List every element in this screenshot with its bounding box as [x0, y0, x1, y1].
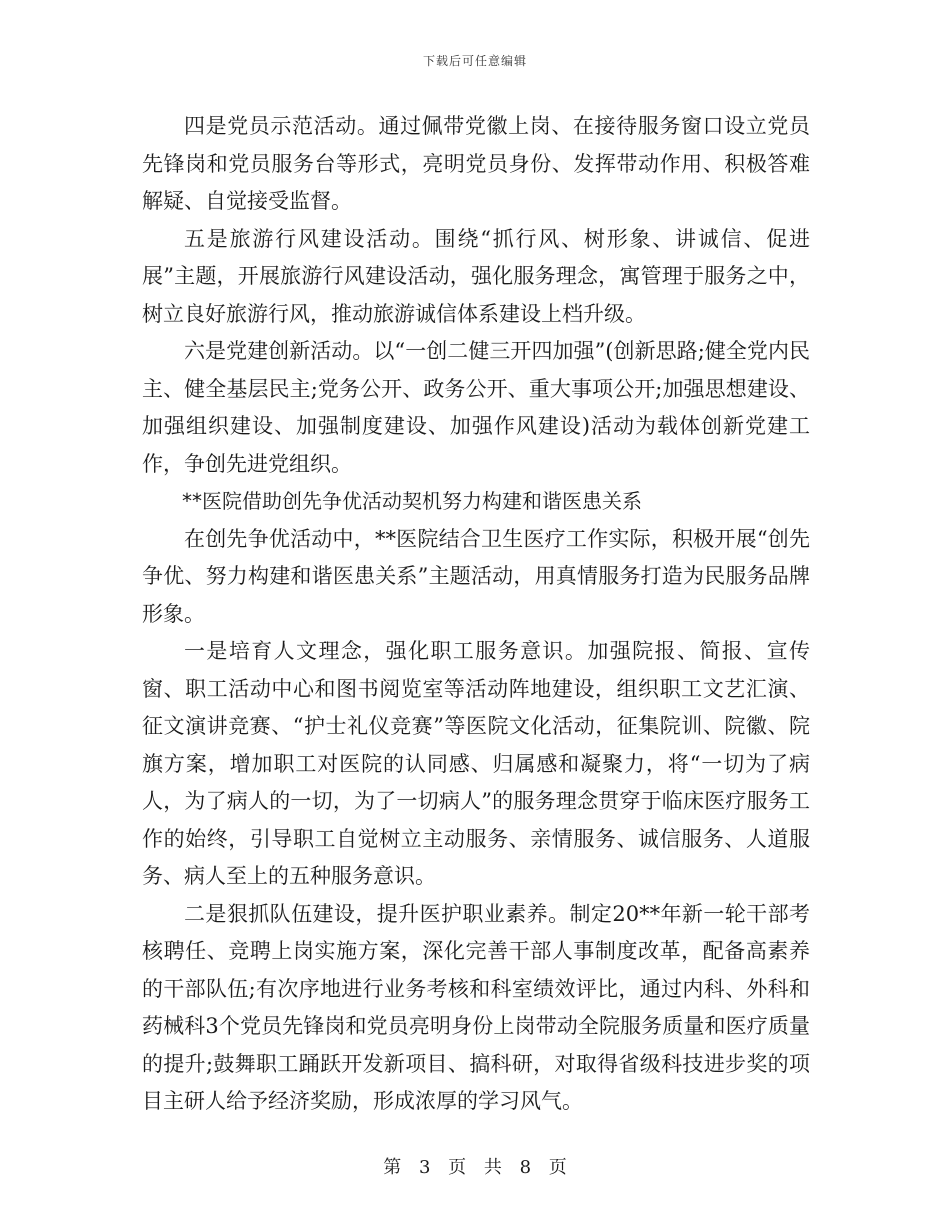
page-header: 下载后可任意编辑: [422, 54, 527, 68]
paragraph-team-building: 二是狠抓队伍建设，提升医护职业素养。制定20**年新一轮干部考核聘任、竞聘上岗实施方案，深化完善干部人事制度改革，配备高素养的干部队伍;有次序地进行业务考核和科室绩效评比，通过内科、外科和药械科3个党员先锋岗和党员亮明身份上岗带动全院服务质量和医疗质量的提升;鼓舞职工踊跃开发新项目、搞科研，对取得省级科技进步奖的项目主研人给予经济奖励，形成浓厚的学习风气。: [142, 901, 810, 1113]
footer-page-word: 页: [448, 1157, 467, 1178]
paragraph-hospital-intro: 在创先争优活动中，**医院结合卫生医疗工作实际，积极开展“创先争优、努力构建和谐医患关系”主题活动，用真情服务打造为民服务品牌形象。: [142, 526, 810, 626]
document-body: [142, 108, 810, 1121]
footer-prefix: 第: [383, 1157, 402, 1178]
footer-total-word: 共: [483, 1157, 502, 1178]
paragraph-tourism-style: 五是旅游行风建设活动。围绕“抓行风、树形象、讲诚信、促进展”主题，开展旅游行风建设活动，强化服务理念，寓管理于服务之中，树立良好旅游行风，推动旅游诚信体系建设上档升级。: [142, 226, 810, 326]
paragraph-party-demonstration: 四是党员示范活动。通过佩带党徽上岗、在接待服务窗口设立党员先锋岗和党员服务台等形式，亮明党员身份、发挥带动作用、积极答难解疑、自觉接受监督。: [142, 114, 810, 213]
footer-current-page: 3: [418, 1157, 431, 1178]
section-title: **医院借助创先争优活动契机努力构建和谐医患关系: [182, 489, 642, 513]
footer-total-pages: 8: [519, 1157, 532, 1178]
paragraph-party-innovation: 六是党建创新活动。以“一创二健三开四加强”(创新思路;健全党内民主、健全基层民主;党务公开、政务公开、重大事项公开;加强思想建设、加强组织建设、加强制度建设、加强作风建设)活动为载体创新党建工作，争创先进党组织。: [142, 339, 810, 476]
page-footer: [0, 1153, 950, 1179]
paragraph-humanistic-concept: 一是培育人文理念，强化职工服务意识。加强院报、简报、宣传窗、职工活动中心和图书阅览室等活动阵地建设，组织职工文艺汇演、征文演讲竞赛、“护士礼仪竞赛”等医院文化活动，征集院训、院徽、院旗方案，增加职工对医院的认同感、归属感和凝聚力，将“一切为了病人，为了病人的一切，为了一切病人”的服务理念贯穿于临床医疗服务工作的始终，引导职工自觉树立主动服务、亲情服务、诚信服务、人道服务、病人至上的五种服务意识。: [142, 639, 810, 888]
footer-suffix: 页: [548, 1157, 567, 1178]
